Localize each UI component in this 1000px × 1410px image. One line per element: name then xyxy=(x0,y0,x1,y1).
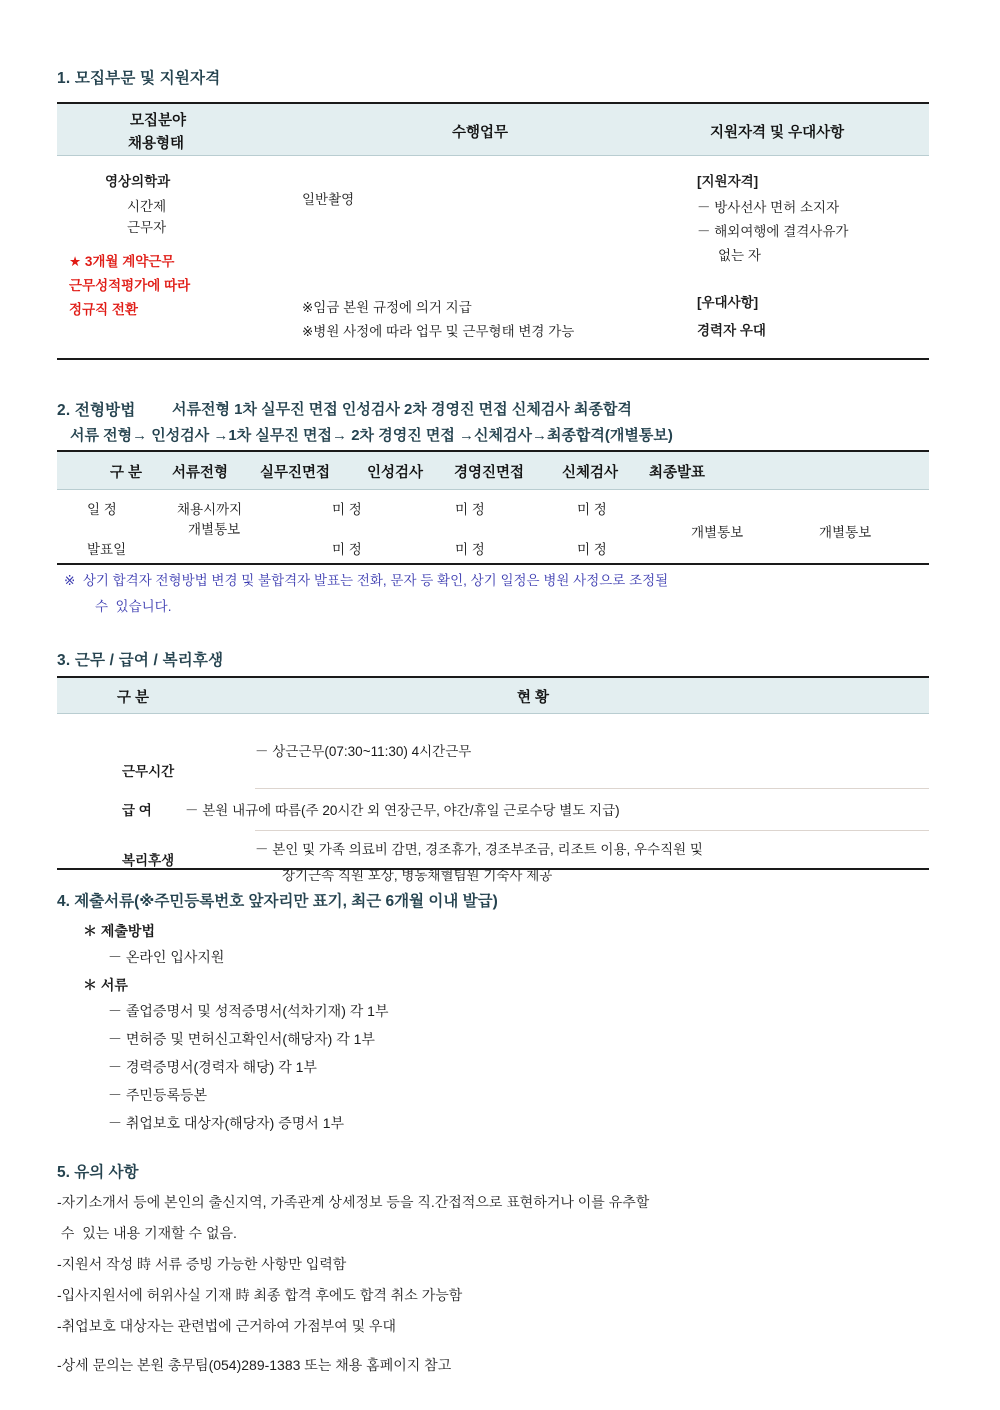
cell-preference-item-1: 경력자 우대 xyxy=(697,323,766,338)
cell-contract-highlight-line1: ★ 3개월 계약근무 xyxy=(69,254,175,269)
conditions-row-3-value-line-1: － 본인 및 가족 의료비 감면, 경조휴가, 경조부조금, 리조트 이용, 우수직원 및 xyxy=(255,842,703,857)
recruitment-table-header xyxy=(57,104,929,156)
conditions-header-status: 현 황 xyxy=(517,690,550,706)
cell-qualification-title: [지원자격] xyxy=(697,174,759,189)
schedule-row-2-personality: 미 정 xyxy=(455,542,485,557)
header-field-type-line2: 채용형태 xyxy=(128,136,185,152)
cell-preference-title: [우대사항] xyxy=(697,295,759,310)
section-5-heading: 5. 유의 사항 xyxy=(57,1164,139,1181)
documents-item-5: － 취업보호 대상자(해당자) 증명서 1부 xyxy=(108,1115,345,1131)
schedule-table-body xyxy=(57,490,929,564)
schedule-row-1-label: 일 정 xyxy=(87,502,117,517)
schedule-note-line-1: ※ 상기 합격자 전형방법 변경 및 불합격자 발표는 전화, 문자 등 확인, 상기 일정은 병원 사정으로 조정될 xyxy=(64,573,669,588)
schedule-row-2-practical: 미 정 xyxy=(332,542,362,557)
cell-duty: 일반촬영 xyxy=(302,192,355,207)
recruitment-table-body xyxy=(57,156,929,359)
schedule-header-physical-exam: 신체검사 xyxy=(562,465,619,481)
contact-line: -상세 문의는 본원 총무팀(054)289-1383 또는 채용 홈페이지 참고 xyxy=(57,1357,452,1373)
schedule-row-1-practical: 미 정 xyxy=(332,502,362,517)
header-field-type-line1: 모집분야 xyxy=(130,113,187,129)
cell-employment-line1: 시간제 xyxy=(127,199,167,214)
conditions-row-1-label: 근무시간 xyxy=(122,764,175,779)
cell-duty-note-1: ※임금 본원 규정에 의거 지급 xyxy=(302,300,472,315)
notice-line-3: -지원서 작성 時 서류 증빙 가능한 사항만 입력함 xyxy=(57,1256,347,1272)
conditions-divider-1 xyxy=(255,788,929,789)
submission-method-title: ＊ 제출방법 xyxy=(83,923,155,939)
documents-item-1: － 졸업증명서 및 성적증명서(석차기재) 각 1부 xyxy=(108,1003,389,1019)
conditions-row-3-value-line-2: 장기근속 직원 포상, 병동채혈팀원 기숙사 제공 xyxy=(282,868,553,883)
cell-duty-note-2: ※병원 사정에 따라 업무 및 근무형태 변경 가능 xyxy=(302,324,575,339)
schedule-header-personality-test: 인성검사 xyxy=(367,465,424,481)
schedule-header-executive-interview: 경영진면접 xyxy=(454,465,525,481)
cell-contract-highlight-line2: 근무성적평가에 따라 xyxy=(69,278,191,293)
schedule-header-document: 서류전형 xyxy=(172,465,229,481)
section-4-heading: 4. 제출서류(※주민등록번호 앞자리만 표기, 최근 6개월 이내 발급) xyxy=(57,893,498,910)
header-qualifications: 지원자격 및 우대사항 xyxy=(710,125,845,141)
section-1-heading: 1. 모집부문 및 지원자격 xyxy=(57,70,221,87)
schedule-row-2-document: 개별통보 xyxy=(188,522,241,537)
section-3-heading: 3. 근무 / 급여 / 복리후생 xyxy=(57,652,224,669)
conditions-header-division: 구 분 xyxy=(117,690,150,706)
documents-item-3: － 경력증명서(경력자 해당) 각 1부 xyxy=(108,1059,317,1075)
submission-method-item-1: － 온라인 입사지원 xyxy=(108,949,225,965)
notice-line-1: -자기소개서 등에 본인의 출신지역, 가족관계 상세정보 등을 직.간접적으로 표현하거나 이를 유추할 xyxy=(57,1194,650,1210)
notice-line-2: 수 있는 내용 기재할 수 없음. xyxy=(57,1225,237,1241)
schedule-row-2-label: 발표일 xyxy=(87,542,127,557)
schedule-row-1-document: 채용시까지 xyxy=(177,502,243,517)
documents-item-4: － 주민등록등본 xyxy=(108,1087,208,1103)
recruitment-table xyxy=(57,102,929,360)
schedule-row-2-executive: 미 정 xyxy=(577,542,607,557)
cell-contract-highlight-line3: 정규직 전환 xyxy=(69,302,138,317)
header-duties: 수행업무 xyxy=(452,125,509,141)
conditions-table-body xyxy=(57,714,929,883)
schedule-note-line-2: 수 있습니다. xyxy=(95,599,172,614)
section-2-heading-steps: 서류전형 1차 실무진 면접 인성검사 2차 경영진 면접 신체검사 최종합격 xyxy=(172,401,632,418)
schedule-table-header xyxy=(57,452,929,490)
cell-employment-line2: 근무자 xyxy=(127,220,167,235)
conditions-table xyxy=(57,676,929,883)
cell-qualification-item-2-cont: 없는 자 xyxy=(718,248,761,263)
schedule-row-1-executive: 미 정 xyxy=(577,502,607,517)
schedule-row-1-personality: 미 정 xyxy=(455,502,485,517)
documents-item-2: － 면허증 및 면허신고확인서(해당자) 각 1부 xyxy=(108,1031,375,1047)
conditions-table-header xyxy=(57,678,929,714)
conditions-row-2-value: － 본원 내규에 따름(주 20시간 외 연장근무, 야간/휴일 근로수당 별도 지급) xyxy=(185,803,620,818)
selection-flow: 서류 전형→ 인성검사 →1차 실무진 면접→ 2차 경영진 면접 →신체검사→최종합격(개별통보) xyxy=(70,427,673,444)
schedule-table xyxy=(57,450,929,565)
conditions-row-3-label: 복리후생 xyxy=(122,853,175,868)
notice-line-4: -입사지원서에 허위사실 기재 時 최종 합격 후에도 합격 취소 가능함 xyxy=(57,1287,463,1303)
schedule-header-final-announcement: 최종발표 xyxy=(649,465,706,481)
schedule-row-1-final: 개별통보 xyxy=(819,525,872,540)
schedule-row-1-physical: 개별통보 xyxy=(691,525,744,540)
cell-qualification-item-2: － 해외여행에 결격사유가 xyxy=(697,224,849,239)
cell-qualification-item-1: － 방사선사 면허 소지자 xyxy=(697,200,840,215)
notice-line-5: -취업보호 대상자는 관련법에 근거하여 가점부여 및 우대 xyxy=(57,1318,397,1334)
schedule-header-practical-interview: 실무진면접 xyxy=(260,465,331,481)
conditions-row-1-value: － 상근근무(07:30~11:30) 4시간근무 xyxy=(255,744,472,759)
conditions-divider-2 xyxy=(255,830,929,831)
schedule-header-division: 구 분 xyxy=(110,465,143,481)
cell-field: 영상의학과 xyxy=(105,174,171,189)
conditions-row-2-label: 급 여 xyxy=(122,803,152,818)
section-2-heading: 2. 전형방법 xyxy=(57,402,136,419)
documents-title: ＊ 서류 xyxy=(83,977,128,993)
